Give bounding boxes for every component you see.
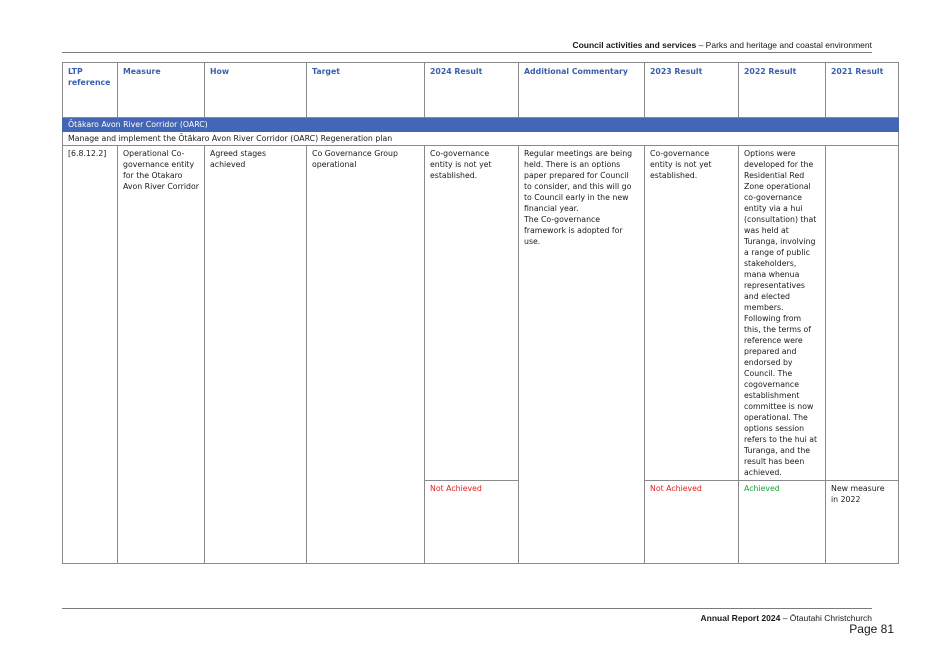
cell-ltp-reference: [6.8.12.2] (63, 146, 118, 564)
commentary-paragraph-2: The Co-governance framework is adopted for use. (524, 215, 623, 246)
footer-divider (62, 608, 872, 609)
column-header-target: Target (307, 63, 425, 118)
column-header-2023-result: 2023 Result (645, 63, 739, 118)
page-footer (701, 613, 872, 623)
footer-report-title: Annual Report 2024 (700, 613, 781, 623)
status-2021: New measure in 2022 (826, 481, 899, 564)
column-header-additional-commentary: Additional Commentary (519, 63, 645, 118)
section-row (63, 118, 899, 132)
commentary-paragraph-1: Regular meetings are being held. There is an options paper prepared for Council to consider, and this will go to Council early in the new financial year. (524, 149, 633, 213)
column-header-2024-result: 2024 Result (425, 63, 519, 118)
status-2022: Achieved (739, 481, 826, 564)
performance-table (62, 62, 899, 564)
page-number: Page 81 (849, 622, 894, 636)
column-header-ltp-reference: LTP reference (63, 63, 118, 118)
cell-2024-result: Co-governance entity is not yet established. (425, 146, 519, 481)
subsection-row (63, 132, 899, 146)
page-header (572, 40, 872, 50)
column-header-2021-result: 2021 Result (826, 63, 899, 118)
column-header-measure: Measure (118, 63, 205, 118)
cell-target: Co Governance Group operational (307, 146, 425, 564)
table-row (63, 146, 899, 481)
header-divider (62, 52, 872, 53)
column-header-how: How (205, 63, 307, 118)
cell-2023-result: Co-governance entity is not yet established. (645, 146, 739, 481)
header-section-subtitle: – Parks and heritage and coastal environment (696, 40, 872, 50)
column-header-2022-result: 2022 Result (739, 63, 826, 118)
table-header-row (63, 63, 899, 118)
cell-2022-result: Options were developed for the Residential Red Zone operational co-governance entity via a hui (consultation) that was held at Turanga, involving a range of public stakeholders, mana whenua representatives and elected members. Following from this, the terms of reference were prepared and endorsed by Council. The cogovernance establishment committee is now operational. The options session refers to the hui at Turanga, and the result has been achieved. (739, 146, 826, 481)
footer-report-subtitle: – Ōtautahi Christchurch (780, 613, 872, 623)
status-2024: Not Achieved (425, 481, 519, 564)
subsection-title: Manage and implement the Ōtākaro Avon River Corridor (OARC) Regeneration plan (63, 132, 899, 146)
cell-how: Agreed stages achieved (205, 146, 307, 564)
status-2023: Not Achieved (645, 481, 739, 564)
cell-2021-result (826, 146, 899, 481)
section-title: Ōtākaro Avon River Corridor (OARC) (63, 118, 899, 132)
cell-additional-commentary (519, 146, 645, 564)
cell-measure: Operational Co-governance entity for the Otakaro Avon River Corridor (118, 146, 205, 564)
header-section-title: Council activities and services (572, 40, 697, 50)
